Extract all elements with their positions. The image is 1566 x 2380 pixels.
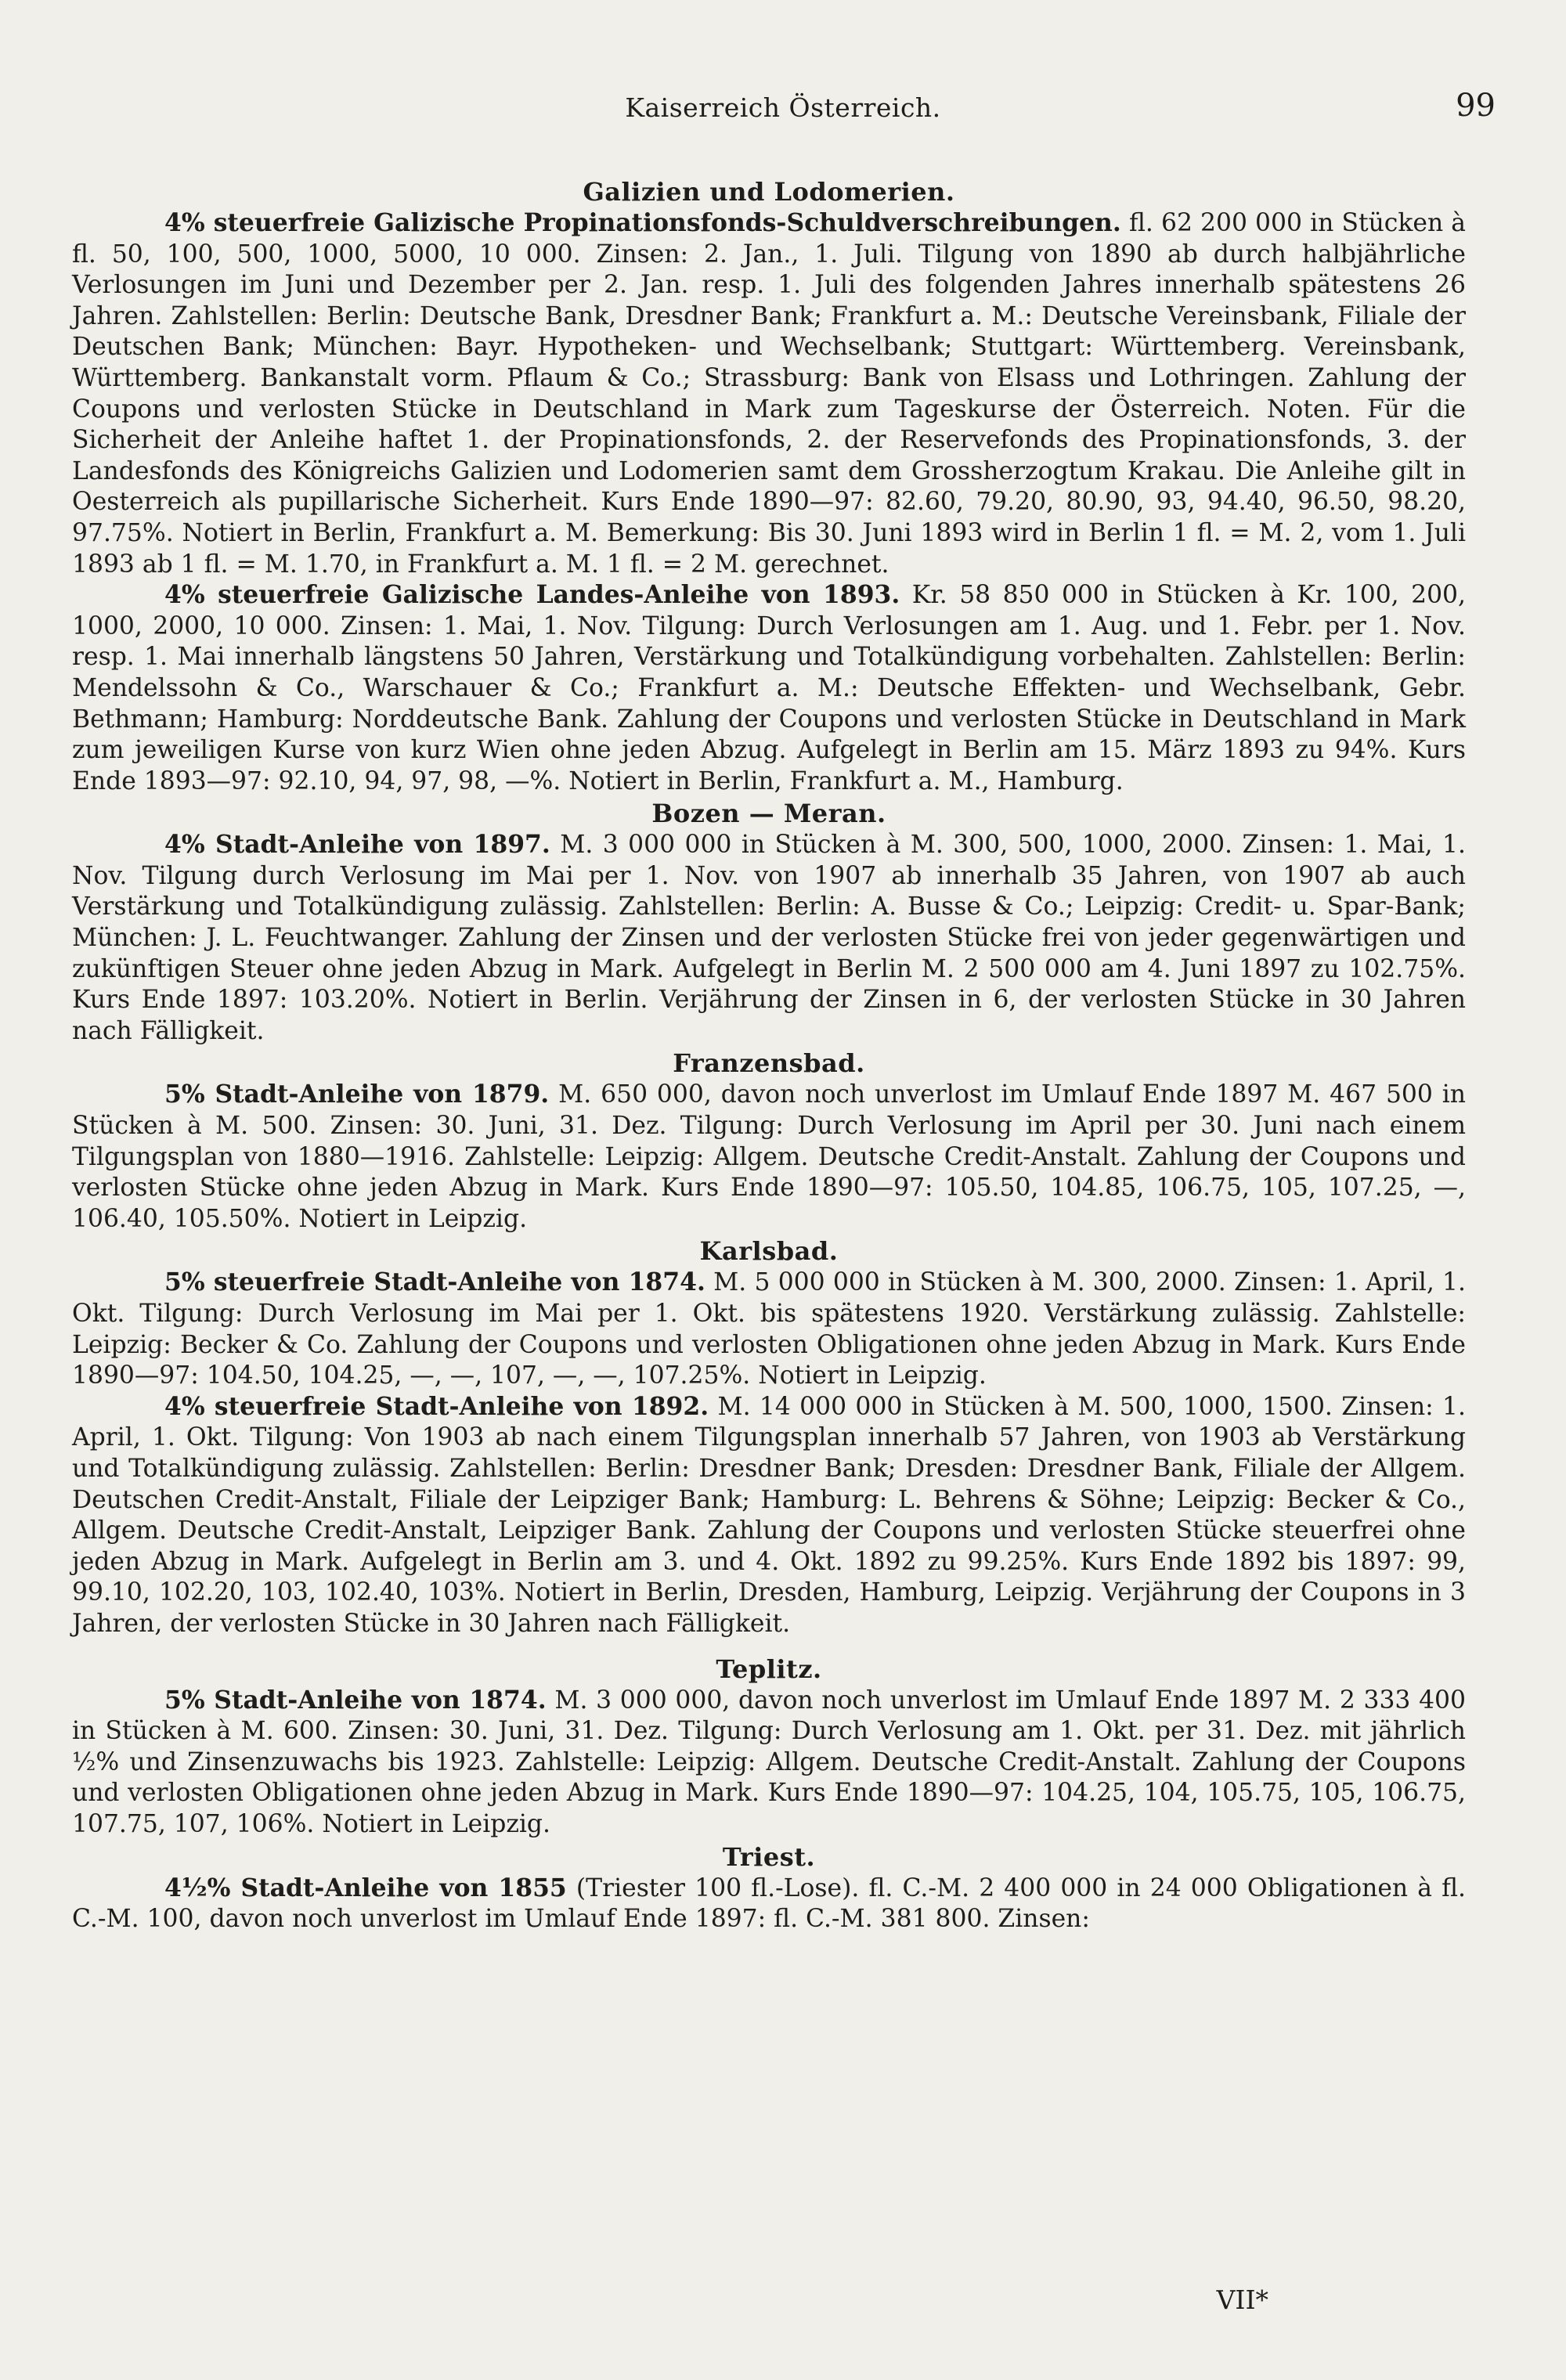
bond-text: M. 650 000, davon noch unverlost im Umlauf Ende 1897 M. 467 500 in Stücken à M. 500. Zinsen: 30. Juni, 31. Dez. Tilgung: Durch Verlosung im April per 30. Juni nach einem Tilgungsplan von 1880—1916. Zahlstelle: Leipzig: Allgem. Deutsche Credit-Anstalt. Zahlung der Coupons und verlosten Stücke ohne jeden Abzug in Mark. Kurs Ende 1890—97: 105.50, 104.85, 106.75, 105, 107.25, —, 106.40, 105.50%. Notiert in Leipzig. (72, 1080, 1467, 1233)
section-heading: Bozen — Meran. (651, 799, 886, 829)
bond-title: 4½% Stadt-Anleihe von 1855 (164, 1873, 567, 1902)
bond-text: Kr. 58 850 000 in Stücken à Kr. 100, 200, 1000, 2000, 10 000. Zinsen: 1. Mai, 1. Nov. Tilgung: Durch Verlosungen am 1. Aug. und 1. Febr. per 1. Nov. resp. 1. Mai innerhalb längstens 50 Jahren, Verstärkung und Totalkündigung vorbehalten. Zahlstellen: Berlin: Mendelssohn & Co., Warschauer & Co.; Frankfurt a. M.: Deutsche Effekten- und Wechselbank, Gebr. Bethmann; Hamburg: Norddeutsche Bank. Zahlung der Coupons und verlosten Stücke in Deutschland in Mark zum jeweiligen Kurse von kurz Wien ohne jeden Abzug. Aufgelegt in Berlin am 15. März 1893 zu 94%. Kurs Ende 1893—97: 92.10, 94, 97, 98, —%. Notiert in Berlin, Frankfurt a. M., Hamburg. (72, 581, 1467, 795)
section-heading: Franzensbad. (673, 1048, 865, 1079)
bond-title: 5% steuerfreie Stadt-Anleihe von 1874. (164, 1268, 705, 1297)
page-number: 99 (1456, 88, 1496, 124)
bond-text: M. 3 000 000, davon noch unverlost im Umlauf Ende 1897 M. 2 333 400 in Stücken à M. 600. Zinsen: 30. Juni, 31. Dez. Tilgung: Durch Verlosung am 1. Okt. per 31. Dez. mit jährlich ½% und Zinsenzuwachs bis 1923. Zahlstelle: Leipzig: Allgem. Deutsche Credit-Anstalt. Zahlung der Coupons und verlosten Obligationen ohne jeden Abzug in Mark. Kurs Ende 1890—97: 104.25, 104, 105.75, 105, 106.75, 107.75, 107, 106%. Notiert in Leipzig. (72, 1686, 1466, 1838)
bond-text: (Triester 100 fl.-Lose). fl. C.-M. 2 400 000 in 24 000 Obligationen à fl. C.-M. 100, davon noch unverlost im Umlauf Ende 1897: fl. C.-M. 381 800. Zinsen: (72, 1873, 1466, 1934)
section-heading: Galizien und Lodomerien. (583, 177, 955, 207)
bond-entry (72, 1392, 1466, 1640)
bond-entry (72, 580, 1466, 797)
section-heading: Teplitz. (716, 1653, 822, 1684)
running-header: Kaiserreich Österreich. (625, 92, 941, 123)
section-heading: Triest. (722, 1841, 816, 1872)
bond-title: 4% steuerfreie Stadt-Anleihe von 1892. (164, 1392, 709, 1421)
bond-title: 5% Stadt-Anleihe von 1879. (164, 1080, 550, 1109)
bond-entry (72, 1873, 1466, 1935)
bond-text: fl. 62 200 000 in Stücken à fl. 50, 100, 500, 1000, 5000, 10 000. Zinsen: 2. Jan., 1. Juli. Tilgung von 1890 ab durch halbjährliche Verlosungen im Juni und Dezember per 2. Jan. resp. 1. Juli des folgenden Jahres innerhalb spätestens 26 Jahren. Zahlstellen: Berlin: Deutsche Bank, Dresdner Bank; Frankfurt a. M.: Deutsche Vereinsbank, Filiale der Deutschen Bank; München: Bayr. Hypotheken- und Wechselbank; Stuttgart: Württemberg. Vereinsbank, Württemberg. Bankanstalt vorm. Pflaum & Co.; Strassburg: Bank von Elsass und Lothringen. Zahlung der Coupons und verlosten Stücke in Deutschland in Mark zum Tageskurse der Österreich. Noten. Für die Sicherheit der Anleihe haftet 1. der Propinationsfonds, 2. der Reservefonds des Propinationsfonds, 3. der Landesfonds des Königreichs Galizien und Lodomerien samt dem Grossherzogtum Krakau. Die Anleihe gilt in Oesterreich als pupillarische Sicherheit. Kurs Ende 1890—97: 82.60, 79.20, 80.90, 93, 94.40, 96.50, 98.20, 97.75%. Notiert in Berlin, Frankfurt a. M. Bemerkung: Bis 30. Juni 1893 wird in Berlin 1 fl. = M. 2, vom 1. Juli 1893 ab 1 fl. = M. 1.70, in Frankfurt a. M. 1 fl. = 2 M. gerechnet. (72, 209, 1467, 579)
bond-title: 4% steuerfreie Galizische Landes-Anleihe von 1893. (164, 581, 900, 610)
section-heading: Karlsbad. (699, 1236, 839, 1267)
bond-entry (72, 1268, 1466, 1391)
page-body (72, 175, 1466, 1935)
bond-text: M. 3 000 000 in Stücken à M. 300, 500, 1000, 2000. Zinsen: 1. Mai, 1. Nov. Tilgung durch Verlosung im Mai per 1. Nov. von 1907 ab innerhalb 35 Jahren, von 1907 ab auch Verstärkung und Totalkündigung zulässig. Zahlstellen: Berlin: A. Busse & Co.; Leipzig: Credit- u. Spar-Bank; München: J. L. Feuchtwanger. Zahlung der Zinsen und der verlosten Stücke frei von jeder gegenwärtigen und zukünftigen Steuer ohne jeden Abzug in Mark. Aufgelegt in Berlin M. 2 500 000 am 4. Juni 1897 zu 102.75%. Kurs Ende 1897: 103.20%. Notiert in Berlin. Verjährung der Zinsen in 6, der verlosten Stücke in 30 Jahren nach Fälligkeit. (72, 831, 1466, 1045)
bond-entry (72, 830, 1466, 1047)
bond-text: M. 5 000 000 in Stücken à M. 300, 2000. Zinsen: 1. April, 1. Okt. Tilgung: Durch Verlosung im Mai per 1. Okt. bis spätestens 1920. Verstärkung zulässig. Zahlstelle: Leipzig: Becker & Co. Zahlung der Coupons und verlosten Obligationen ohne jeden Abzug in Mark. Kurs Ende 1890—97: 104.50, 104.25, —, —, 107, —, —, 107.25%. Notiert in Leipzig. (72, 1268, 1467, 1390)
bond-entry (72, 1080, 1466, 1235)
bond-entry (72, 1686, 1466, 1841)
signature-mark: VII* (1216, 2284, 1268, 2315)
bond-entry (72, 208, 1466, 580)
bond-title: 4% Stadt-Anleihe von 1897. (164, 831, 550, 860)
bond-title: 5% Stadt-Anleihe von 1874. (164, 1686, 547, 1715)
bond-text: M. 14 000 000 in Stücken à M. 500, 1000, 1500. Zinsen: 1. April, 1. Okt. Tilgung: Von 1903 ab nach einem Tilgungsplan innerhalb 57 Jahren, von 1903 ab Verstärkung und Totalkündigung zulässig. Zahlstellen: Berlin: Dresdner Bank; Dresden: Dresdner Bank, Filiale der Allgem. Deutschen Credit-Anstalt, Filiale der Leipziger Bank; Hamburg: L. Behrens & Söhne; Leipzig: Becker & Co., Allgem. Deutsche Credit-Anstalt, Leipziger Bank. Zahlung der Coupons und verlosten Stücke steuerfrei ohne jeden Abzug in Mark. Aufgelegt in Berlin am 3. und 4. Okt. 1892 zu 99.25%. Kurs Ende 1892 bis 1897: 99, 99.10, 102.20, 103, 102.40, 103%. Notiert in Berlin, Dresden, Hamburg, Leipzig. Verjährung der Coupons in 3 Jahren, der verlosten Stücke in 30 Jahren nach Fälligkeit. (72, 1392, 1467, 1638)
bond-title: 4% steuerfreie Galizische Propinationsfonds-Schuldverschreibungen. (164, 209, 1121, 237)
